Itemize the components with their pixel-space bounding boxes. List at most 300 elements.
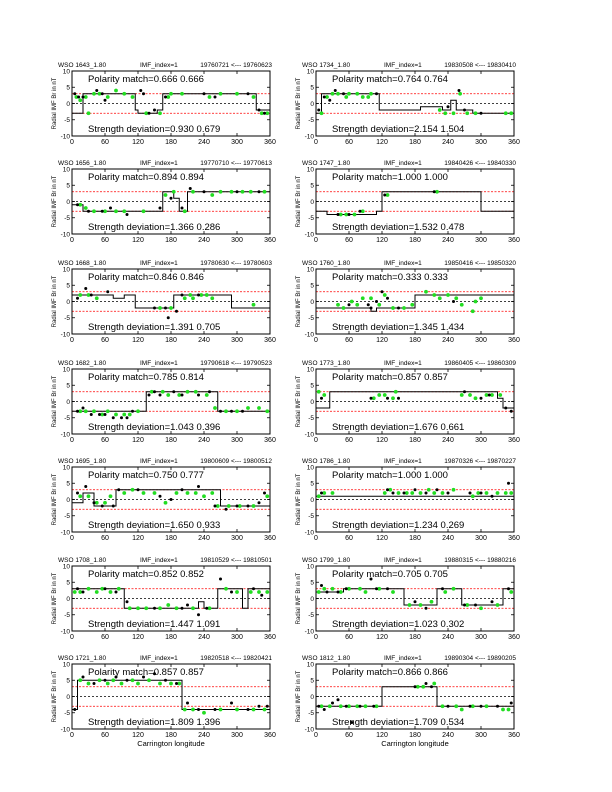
date-range-label: 19840426 <--- 19840330: [444, 160, 516, 167]
y-tick-label: -10: [304, 331, 314, 339]
x-tick-label: 300: [475, 732, 487, 739]
data-point-black: [372, 705, 375, 708]
x-tick-label: 60: [101, 237, 109, 244]
data-point-green: [263, 190, 267, 194]
x-tick-label: 240: [198, 535, 210, 542]
data-point-green: [78, 293, 82, 297]
polarity-match-label: Polarity match=1.000 1.000: [332, 470, 448, 481]
polarity-match-label: Polarity match=0.785 0.814: [88, 372, 204, 383]
x-tick-label: 360: [508, 139, 520, 146]
data-point-green: [158, 606, 162, 610]
data-point-black: [447, 105, 450, 108]
x-tick-label: 360: [508, 437, 520, 444]
data-point-black: [219, 410, 222, 413]
x-tick-label: 240: [442, 634, 454, 641]
data-point-black: [197, 708, 200, 711]
y-tick-label: 5: [310, 282, 314, 290]
y-tick-label: 5: [310, 480, 314, 488]
data-point-green: [131, 678, 135, 682]
x-tick-label: 240: [442, 139, 454, 146]
data-point-green: [142, 209, 146, 213]
data-point-black: [323, 708, 326, 711]
y-tick-label: 10: [62, 68, 70, 76]
data-point-black: [76, 492, 79, 495]
y-tick-label: -5: [308, 710, 314, 718]
y-tick-label: 0: [66, 693, 70, 701]
data-point-black: [414, 600, 417, 603]
data-point-black: [334, 89, 337, 92]
data-point-green: [252, 504, 256, 508]
x-tick-label: 180: [409, 237, 421, 244]
y-tick-label: -10: [304, 133, 314, 141]
data-point-green: [252, 708, 256, 712]
data-point-green: [468, 393, 472, 397]
data-point-black: [320, 584, 323, 587]
data-point-green: [106, 95, 110, 99]
y-tick-label: -5: [64, 612, 70, 620]
y-axis-label: Radial IMF Br in nT: [52, 175, 58, 228]
data-point-green: [339, 704, 343, 708]
x-tick-label: 180: [165, 337, 177, 344]
y-tick-label: -5: [64, 513, 70, 521]
y-tick-label: 5: [310, 677, 314, 685]
x-tick-label: 240: [442, 337, 454, 344]
data-point-black: [447, 705, 450, 708]
data-point-black: [414, 488, 417, 491]
x-tick-label: 180: [409, 535, 421, 542]
data-point-green: [317, 590, 321, 594]
x-tick-label: 0: [70, 139, 74, 146]
data-point-green: [509, 590, 513, 594]
data-point-green: [252, 303, 256, 307]
data-point-green: [235, 708, 239, 712]
data-point-black: [93, 682, 96, 685]
data-point-black: [397, 397, 400, 400]
panel-title: WSO 1747_1.80: [302, 160, 351, 167]
panel-title: WSO 1773_1.80: [302, 360, 351, 367]
data-point-green: [194, 390, 198, 394]
x-tick-label: 360: [264, 732, 276, 739]
data-point-green: [446, 293, 450, 297]
data-point-black: [164, 679, 167, 682]
x-tick-label: 240: [442, 437, 454, 444]
data-point-green: [169, 92, 173, 96]
data-point-green: [78, 494, 82, 498]
y-tick-label: 10: [306, 68, 314, 76]
x-tick-label: 0: [314, 337, 318, 344]
data-point-green: [219, 190, 223, 194]
x-tick-label: 240: [198, 634, 210, 641]
data-point-black: [181, 207, 184, 210]
imf-index-label: IMF_index=1: [140, 458, 178, 465]
data-point-green: [84, 206, 88, 210]
imf-index-label: IMF_index=1: [140, 360, 178, 367]
x-tick-label: 60: [101, 634, 109, 641]
data-point-black: [375, 92, 378, 95]
data-point-green: [172, 190, 176, 194]
x-tick-label: 300: [475, 337, 487, 344]
data-point-green: [114, 209, 118, 213]
polarity-match-label: Polarity match=0.764 0.764: [332, 74, 448, 85]
data-point-black: [504, 407, 507, 410]
strength-deviation-label: Strength deviation=1.650 0.933: [88, 520, 221, 531]
y-axis-label: Radial IMF Br in nT: [296, 275, 302, 328]
data-point-black: [386, 587, 389, 590]
x-tick-label: 240: [442, 237, 454, 244]
data-point-black: [469, 705, 472, 708]
panel-title: WSO 1786_1.80: [302, 458, 351, 465]
data-point-green: [471, 309, 475, 313]
data-point-black: [175, 310, 178, 313]
data-point-green: [424, 290, 428, 294]
data-point-green: [205, 293, 209, 297]
data-point-green: [410, 491, 414, 495]
data-point-green: [136, 682, 140, 686]
data-point-green: [210, 296, 214, 300]
data-point-black: [337, 698, 340, 701]
x-tick-label: 360: [508, 732, 520, 739]
data-point-green: [427, 488, 431, 492]
data-point-black: [331, 702, 334, 705]
data-point-black: [167, 316, 170, 319]
data-point-black: [115, 591, 118, 594]
x-tick-label: 360: [508, 237, 520, 244]
polarity-match-label: Polarity match=0.857 0.857: [332, 372, 448, 383]
imf-index-label: IMF_index=1: [140, 557, 178, 564]
data-point-green: [142, 491, 146, 495]
data-point-black: [430, 685, 433, 688]
data-point-black: [480, 492, 483, 495]
data-point-green: [122, 491, 126, 495]
data-point-green: [410, 303, 414, 307]
x-tick-label: 120: [132, 337, 144, 344]
y-tick-label: 0: [310, 298, 314, 306]
x-tick-label: 300: [231, 437, 243, 444]
x-tick-label: 300: [475, 237, 487, 244]
data-point-green: [383, 293, 387, 297]
y-axis-label: Radial IMF Br in nT: [52, 375, 58, 428]
strength-deviation-label: Strength deviation=1.709 0.534: [332, 717, 465, 728]
chart-panel: [52, 260, 276, 344]
polarity-match-label: Polarity match=0.846 0.846: [88, 272, 204, 283]
data-point-black: [76, 297, 79, 300]
data-point-green: [169, 682, 173, 686]
data-point-black: [148, 112, 151, 115]
data-point-black: [463, 604, 466, 607]
y-tick-label: -5: [308, 215, 314, 223]
imf-index-label: IMF_index=1: [384, 62, 422, 69]
y-tick-label: -5: [64, 117, 70, 125]
data-point-green: [452, 111, 456, 115]
data-point-green: [485, 491, 489, 495]
data-point-black: [172, 390, 175, 393]
date-range-label: 19820518 <--- 19820421: [200, 655, 272, 662]
data-point-black: [175, 682, 178, 685]
data-point-green: [219, 92, 223, 96]
data-point-green: [128, 413, 132, 417]
panel-title: WSO 1708_1.80: [58, 557, 107, 564]
data-point-black: [386, 397, 389, 400]
y-tick-label: 0: [66, 398, 70, 406]
data-point-green: [347, 92, 351, 96]
x-tick-label: 300: [475, 634, 487, 641]
data-point-black: [117, 488, 120, 491]
data-point-green: [322, 393, 326, 397]
data-point-green: [224, 587, 228, 591]
data-point-green: [111, 678, 115, 682]
chart-panel: [52, 557, 276, 641]
data-point-black: [392, 492, 395, 495]
date-range-label: 19770710 <--- 19770613: [200, 160, 272, 167]
data-point-green: [355, 303, 359, 307]
strength-deviation-label: Strength deviation=1.676 0.661: [332, 422, 465, 433]
data-point-green: [443, 111, 447, 115]
x-tick-label: 180: [165, 535, 177, 542]
data-point-green: [391, 396, 395, 400]
data-point-green: [224, 409, 228, 413]
data-point-green: [320, 111, 324, 115]
imf-index-label: IMF_index=1: [140, 655, 178, 662]
data-point-black: [197, 613, 200, 616]
data-point-green: [164, 193, 168, 197]
panel-title: WSO 1812_1.80: [302, 655, 351, 662]
data-point-green: [471, 494, 475, 498]
date-range-label: 19890304 <--- 19890205: [444, 655, 516, 662]
data-point-green: [122, 413, 126, 417]
data-point-green: [191, 190, 195, 194]
y-tick-label: 10: [306, 563, 314, 571]
data-point-black: [186, 702, 189, 705]
imf-index-label: IMF_index=1: [384, 260, 422, 267]
data-point-black: [109, 207, 112, 210]
data-point-green: [92, 409, 96, 413]
data-point-black: [375, 587, 378, 590]
date-range-label: 19870326 <--- 19870227: [444, 458, 516, 465]
y-tick-label: 0: [310, 693, 314, 701]
x-tick-label: 240: [442, 535, 454, 542]
data-point-green: [465, 111, 469, 115]
x-tick-label: 180: [409, 337, 421, 344]
data-point-green: [122, 92, 126, 96]
x-tick-label: 60: [101, 139, 109, 146]
date-range-label: 19760721 <--- 19760623: [200, 62, 272, 69]
y-tick-label: 10: [62, 464, 70, 472]
data-point-green: [194, 491, 198, 495]
data-point-black: [90, 413, 93, 416]
data-point-green: [317, 494, 321, 498]
data-point-green: [122, 209, 126, 213]
data-point-black: [104, 99, 107, 102]
chart-panel: [296, 655, 520, 748]
model-line: [316, 295, 514, 311]
data-point-green: [432, 491, 436, 495]
strength-deviation-label: Strength deviation=1.809 1.396: [88, 717, 221, 728]
data-point-green: [377, 393, 381, 397]
data-point-green: [183, 708, 187, 712]
y-tick-label: -5: [64, 710, 70, 718]
data-point-green: [432, 293, 436, 297]
y-tick-label: 5: [66, 282, 70, 290]
data-point-green: [474, 396, 478, 400]
y-tick-label: 0: [66, 298, 70, 306]
data-point-green: [114, 89, 118, 93]
strength-deviation-label: Strength deviation=1.345 1.434: [332, 322, 465, 333]
y-tick-label: 0: [310, 496, 314, 504]
data-point-green: [106, 409, 110, 413]
strength-deviation-label: Strength deviation=1.391 0.705: [88, 322, 221, 333]
strength-deviation-label: Strength deviation=1.366 0.286: [88, 222, 221, 233]
data-point-green: [366, 95, 370, 99]
data-point-black: [104, 679, 107, 682]
y-tick-label: -10: [60, 133, 70, 141]
data-point-green: [391, 306, 395, 310]
x-tick-label: 360: [264, 337, 276, 344]
data-point-green: [109, 590, 113, 594]
y-tick-label: -5: [308, 513, 314, 521]
data-point-black: [153, 607, 156, 610]
data-point-black: [496, 705, 499, 708]
x-tick-label: 0: [314, 437, 318, 444]
data-point-black: [403, 492, 406, 495]
data-point-black: [323, 96, 326, 99]
data-point-black: [82, 591, 85, 594]
y-axis-label: Radial IMF Br in nT: [296, 670, 302, 723]
data-point-green: [78, 98, 82, 102]
data-point-black: [236, 505, 239, 508]
data-point-green: [421, 685, 425, 689]
data-point-green: [78, 678, 82, 682]
y-tick-label: 5: [66, 579, 70, 587]
polarity-match-label: Polarity match=0.705 0.705: [332, 569, 448, 580]
y-tick-label: 5: [66, 382, 70, 390]
model-line: [72, 490, 270, 506]
data-point-black: [441, 587, 444, 590]
data-point-green: [219, 708, 223, 712]
data-point-black: [181, 294, 184, 297]
data-point-black: [260, 594, 263, 597]
data-point-black: [82, 96, 85, 99]
y-axis-label: Radial IMF Br in nT: [296, 77, 302, 130]
data-point-black: [104, 587, 107, 590]
data-point-green: [95, 296, 99, 300]
data-point-black: [480, 705, 483, 708]
data-point-green: [438, 108, 442, 112]
y-axis-label: Radial IMF Br in nT: [296, 175, 302, 228]
data-point-green: [331, 587, 335, 591]
data-point-green: [114, 413, 118, 417]
x-tick-label: 120: [132, 437, 144, 444]
data-point-green: [235, 590, 239, 594]
data-point-black: [370, 397, 373, 400]
data-point-black: [181, 607, 184, 610]
x-tick-label: 60: [345, 535, 353, 542]
data-point-black: [247, 505, 250, 508]
data-point-black: [236, 190, 239, 193]
data-point-green: [210, 193, 214, 197]
x-tick-label: 60: [101, 437, 109, 444]
data-point-black: [73, 92, 76, 95]
data-point-black: [189, 187, 192, 190]
data-point-green: [443, 590, 447, 594]
data-point-black: [317, 109, 320, 112]
x-tick-label: 360: [508, 337, 520, 344]
data-point-black: [397, 307, 400, 310]
data-point-black: [84, 485, 87, 488]
data-point-black: [414, 685, 417, 688]
x-tick-label: 0: [314, 732, 318, 739]
data-point-green: [161, 390, 165, 394]
data-point-green: [498, 393, 502, 397]
x-tick-label: 60: [345, 139, 353, 146]
imf-index-label: IMF_index=1: [384, 655, 422, 662]
x-tick-label: 360: [508, 535, 520, 542]
data-point-black: [84, 287, 87, 290]
x-tick-label: 120: [132, 237, 144, 244]
data-point-black: [142, 92, 145, 95]
data-point-green: [158, 111, 162, 115]
y-tick-label: 10: [306, 166, 314, 174]
x-tick-label: 240: [442, 732, 454, 739]
x-tick-label: 0: [70, 634, 74, 641]
data-point-black: [469, 492, 472, 495]
chart-panel: [296, 160, 520, 244]
y-tick-label: -5: [308, 415, 314, 423]
data-point-black: [104, 413, 107, 416]
data-point-green: [419, 491, 423, 495]
data-point-green: [175, 606, 179, 610]
x-tick-label: 180: [409, 732, 421, 739]
panel-title: WSO 1668_1.80: [58, 260, 107, 267]
data-point-black: [126, 600, 129, 603]
data-point-green: [202, 494, 206, 498]
data-point-black: [76, 203, 79, 206]
x-tick-label: 360: [264, 437, 276, 444]
data-point-green: [364, 590, 368, 594]
data-point-green: [117, 587, 121, 591]
data-point-black: [258, 501, 261, 504]
y-tick-label: 10: [62, 661, 70, 669]
data-point-black: [452, 300, 455, 303]
x-tick-label: 0: [314, 139, 318, 146]
data-point-green: [364, 704, 368, 708]
x-tick-label: 60: [345, 732, 353, 739]
data-point-green: [361, 296, 365, 300]
data-point-black: [263, 112, 266, 115]
data-point-green: [501, 708, 505, 712]
y-axis-label: Radial IMF Br in nT: [296, 375, 302, 428]
data-point-green: [84, 409, 88, 413]
data-point-green: [331, 92, 335, 96]
x-tick-label: 240: [198, 437, 210, 444]
data-point-black: [386, 297, 389, 300]
data-point-black: [219, 578, 222, 581]
y-axis-label: Radial IMF Br in nT: [52, 77, 58, 130]
data-point-black: [197, 394, 200, 397]
data-point-black: [383, 194, 386, 197]
x-tick-label: 0: [70, 337, 74, 344]
x-tick-label: 180: [165, 634, 177, 641]
y-tick-label: 5: [66, 677, 70, 685]
panel-title: WSO 1682_1.80: [58, 360, 107, 367]
strength-deviation-label: Strength deviation=1.447 1.091: [88, 619, 221, 630]
data-point-green: [344, 95, 348, 99]
date-range-label: 19790618 <--- 19790523: [200, 360, 272, 367]
data-point-black: [205, 607, 208, 610]
data-point-green: [317, 390, 321, 394]
x-tick-label: 120: [376, 437, 388, 444]
y-tick-label: -5: [64, 415, 70, 423]
strength-deviation-label: Strength deviation=1.023 0.302: [332, 619, 465, 630]
